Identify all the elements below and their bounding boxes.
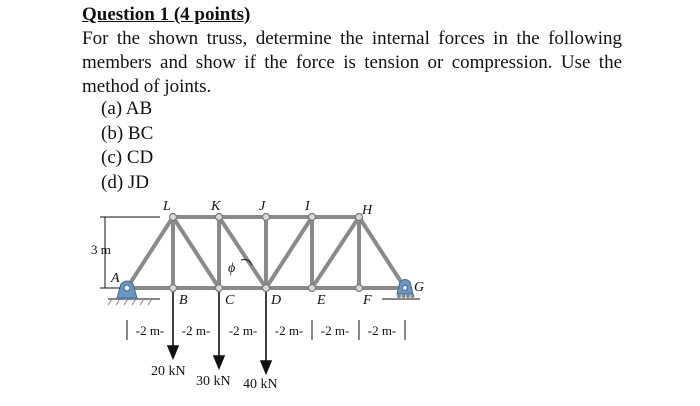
truss-diagram xyxy=(0,190,700,406)
label-F: F xyxy=(363,293,372,308)
label-J: J xyxy=(259,199,266,214)
pin-J xyxy=(263,214,270,221)
angle-label: ϕ xyxy=(228,261,236,276)
member-GH xyxy=(359,217,405,288)
label-C: C xyxy=(225,293,235,308)
span-label-5: -2 m- xyxy=(320,323,350,338)
truss-figure xyxy=(0,190,700,406)
label-L: L xyxy=(163,199,171,214)
truss-members xyxy=(127,217,405,288)
load-labels xyxy=(151,364,278,392)
pin-C xyxy=(216,285,223,292)
load-label-3: 40 kN xyxy=(243,377,278,392)
pin-F xyxy=(356,285,363,292)
pin-L xyxy=(170,214,177,221)
right-roller-support xyxy=(397,280,415,299)
part-c: (c) CD xyxy=(101,147,154,168)
question-text: For the shown truss, determine the internal forces in the following members and show if the force is tension or compression. Use the method of joints. xyxy=(82,28,622,97)
part-d: (d) JD xyxy=(101,171,150,193)
question-block xyxy=(82,4,622,99)
label-A: A xyxy=(111,271,120,286)
part-b: (b) BC xyxy=(101,122,154,144)
left-pin-support xyxy=(117,281,137,298)
label-E: E xyxy=(317,293,326,308)
pin-B xyxy=(170,285,177,292)
pin-I xyxy=(309,214,316,221)
label-H: H xyxy=(362,203,373,218)
pin-E xyxy=(309,285,316,292)
span-label-2: -2 m- xyxy=(181,323,211,338)
pin-D xyxy=(263,285,270,292)
question-title: Question 1 (4 points) xyxy=(82,4,251,25)
left-ground xyxy=(108,299,160,305)
height-label: 3 m xyxy=(91,242,111,257)
label-D: D xyxy=(271,293,282,308)
span-label-4: -2 m- xyxy=(274,323,304,338)
pin-K xyxy=(216,214,223,221)
load-label-1: 20 kN xyxy=(151,364,186,379)
part-a: (a) AB xyxy=(101,98,153,119)
member-KD xyxy=(219,217,266,288)
member-EH xyxy=(312,217,359,288)
load-label-2: 30 kN xyxy=(196,374,231,389)
label-I: I xyxy=(305,199,310,214)
label-G: G xyxy=(414,280,425,295)
member-AL xyxy=(127,217,173,288)
label-B: B xyxy=(179,293,188,308)
member-DI xyxy=(266,217,312,288)
span-label-3: -2 m- xyxy=(228,323,258,338)
question-parts xyxy=(101,97,153,195)
member-LC xyxy=(173,217,219,288)
span-label-1: -2 m- xyxy=(135,323,165,338)
label-K: K xyxy=(211,199,221,214)
span-label-6: -2 m- xyxy=(367,323,397,338)
